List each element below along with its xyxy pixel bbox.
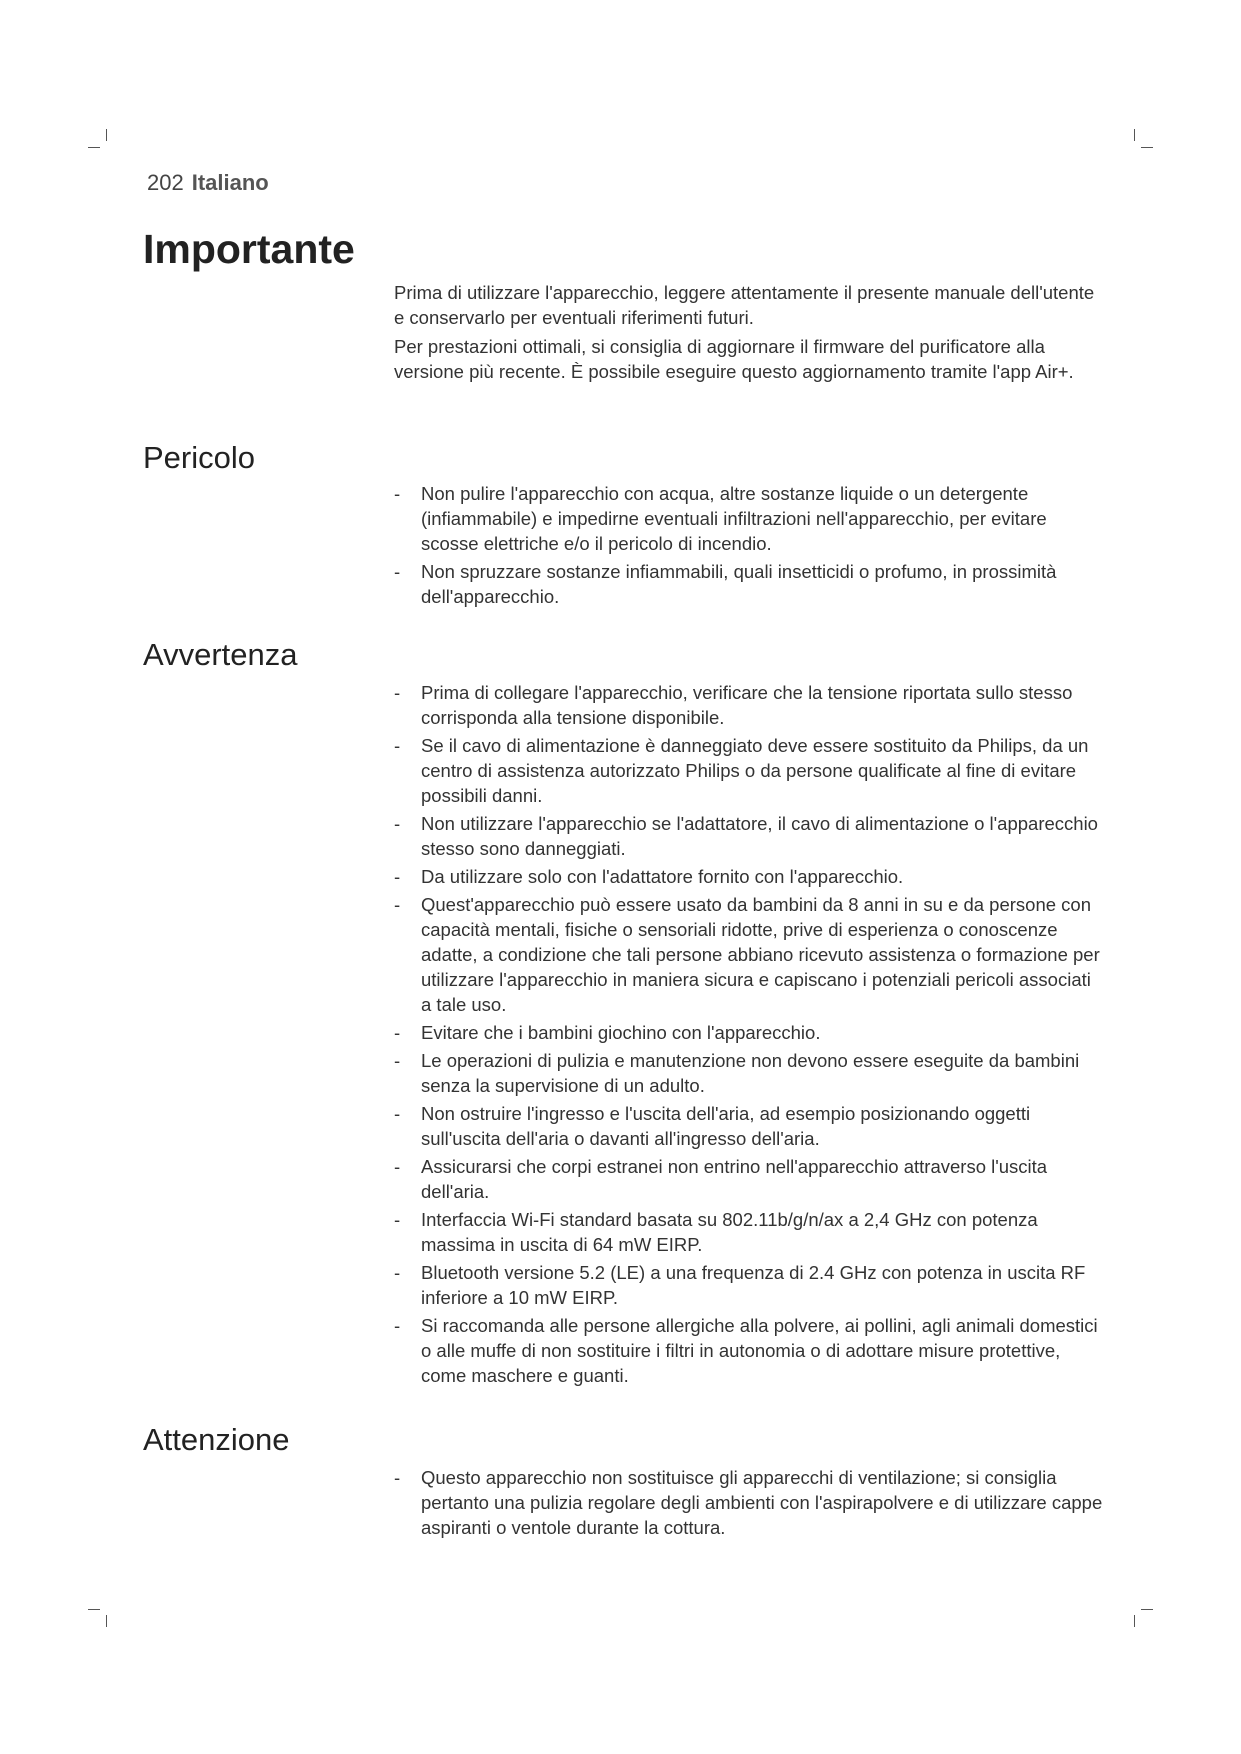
list-item-text: Non ostruire l'ingresso e l'uscita dell'aria, ad esempio posizionando oggetti sull'uscita dell'aria o davanti all'ingresso dell'aria.: [421, 1103, 1031, 1149]
list-item-text: Prima di collegare l'apparecchio, verificare che la tensione riportata sullo stesso corrisponda alla tensione disponibile.: [421, 682, 1073, 728]
bullet-list-avvertenza: [394, 680, 1104, 1388]
section-title-avvertenza: Avvertenza: [143, 637, 298, 672]
section-title-attenzione: Attenzione: [143, 1422, 290, 1457]
list-item: [394, 1465, 1104, 1540]
crop-mark-bottom-right-v: [1134, 1615, 1135, 1627]
dash-marker: -: [394, 1467, 401, 1488]
crop-mark-bottom-right-h: [1141, 1609, 1153, 1610]
list-item-text: Le operazioni di pulizia e manutenzione non devono essere eseguite da bambini senza la supervisione di un adulto.: [421, 1050, 1080, 1096]
paragraph: Per prestazioni ottimali, si consiglia di aggiornare il firmware del purificatore alla versione più recente. È possibile eseguire questo aggiornamento tramite l'app Air+.: [394, 336, 1074, 382]
dash-marker: -: [394, 894, 401, 915]
list-item-text: Se il cavo di alimentazione è danneggiato deve essere sostituito da Philips, da un centro di assistenza autorizzato Philips o da persone qualificate al fine di evitare possibili danni.: [421, 735, 1089, 806]
dash-marker: -: [394, 1315, 401, 1336]
dash-marker: -: [394, 1103, 401, 1124]
list-item-text: Si raccomanda alle persone allergiche alla polvere, ai pollini, agli animali domestici o alle muffe di non sostituire i filtri in autonomia o di adottare misure protettive, come maschere e guanti.: [421, 1315, 1098, 1386]
page-number: 202: [147, 170, 184, 195]
section-title-importante: Importante: [143, 226, 355, 272]
dash-marker: -: [394, 1262, 401, 1283]
list-item-text: Bluetooth versione 5.2 (LE) a una frequenza di 2.4 GHz con potenza in uscita RF inferiore a 10 mW EIRP.: [421, 1262, 1086, 1308]
crop-mark-bottom-left-v: [106, 1615, 107, 1627]
list-item: [394, 892, 1104, 1017]
list-item-text: Evitare che i bambini giochino con l'apparecchio.: [421, 1022, 821, 1043]
crop-mark-top-left-h: [88, 147, 100, 148]
list-item-text: Questo apparecchio non sostituisce gli apparecchi di ventilazione; si consiglia pertanto una pulizia regolare degli ambienti con l'aspirapolvere e di utilizzare cappe aspiranti o ventole durante la cottura.: [421, 1467, 1103, 1538]
list-item-text: Non utilizzare l'apparecchio se l'adattatore, il cavo di alimentazione o l'apparecchio stesso sono danneggiati.: [421, 813, 1098, 859]
list-item-text: Quest'apparecchio può essere usato da bambini da 8 anni in su e da persone con capacità mentali, fisiche o sensoriali ridotte, prive di esperienza o conoscenze adatte, a condizione che tali persone abbiano ricevuto assistenza o formazione per utilizzare l'apparecchio in maniera sicura e capiscano i potenziali pericoli associati a tale uso.: [421, 894, 1100, 1015]
section-body-pericolo: [394, 481, 1104, 612]
bullet-list-pericolo: [394, 481, 1104, 609]
dash-marker: -: [394, 682, 401, 703]
list-item-text: Non pulire l'apparecchio con acqua, altre sostanze liquide o un detergente (infiammabile) e impedirne eventuali infiltrazioni nell'apparecchio, per evitare scosse elettriche e/o il pericolo di incendio.: [421, 483, 1047, 554]
dash-marker: -: [394, 1156, 401, 1177]
crop-mark-top-right-h: [1141, 147, 1153, 148]
list-item-text: Assicurarsi che corpi estranei non entrino nell'apparecchio attraverso l'uscita dell'aria.: [421, 1156, 1048, 1202]
dash-marker: -: [394, 483, 401, 504]
list-item: [394, 864, 1104, 889]
dash-marker: -: [394, 1209, 401, 1230]
section-body-attenzione: [394, 1465, 1104, 1543]
dash-marker: -: [394, 1050, 401, 1071]
list-item: [394, 733, 1104, 808]
list-item-text: Da utilizzare solo con l'adattatore fornito con l'apparecchio.: [421, 866, 904, 887]
section-title-pericolo: Pericolo: [143, 440, 255, 475]
list-item: [394, 1048, 1104, 1098]
dash-marker: -: [394, 866, 401, 887]
paragraph: Prima di utilizzare l'apparecchio, leggere attentamente il presente manuale dell'utente e conservarlo per eventuali riferimenti futuri.: [394, 282, 1095, 328]
list-item: [394, 1154, 1104, 1204]
list-item-text: Interfaccia Wi-Fi standard basata su 802.11b/g/n/ax a 2,4 GHz con potenza massima in uscita di 64 mW EIRP.: [421, 1209, 1038, 1255]
section-body-avvertenza: [394, 680, 1104, 1391]
bullet-list-attenzione: [394, 1465, 1104, 1540]
crop-mark-top-right-v: [1134, 129, 1135, 141]
list-item: [394, 1101, 1104, 1151]
page-language: Italiano: [191, 170, 269, 195]
dash-marker: -: [394, 561, 401, 582]
dash-marker: -: [394, 735, 401, 756]
crop-mark-top-left-v: [106, 129, 107, 141]
list-item: [394, 1020, 1104, 1045]
dash-marker: -: [394, 1022, 401, 1043]
dash-marker: -: [394, 813, 401, 834]
list-item: [394, 1207, 1104, 1257]
list-item: [394, 811, 1104, 861]
list-item: [394, 559, 1104, 609]
crop-mark-bottom-left-h: [88, 1609, 100, 1610]
list-item: [394, 1260, 1104, 1310]
list-item-text: Non spruzzare sostanze infiammabili, quali insetticidi o profumo, in prossimità dell'apparecchio.: [421, 561, 1057, 607]
section-body-importante: [394, 280, 1104, 388]
list-item: [394, 1313, 1104, 1388]
list-item: [394, 481, 1104, 556]
list-item: [394, 680, 1104, 730]
page-header: [147, 170, 269, 196]
